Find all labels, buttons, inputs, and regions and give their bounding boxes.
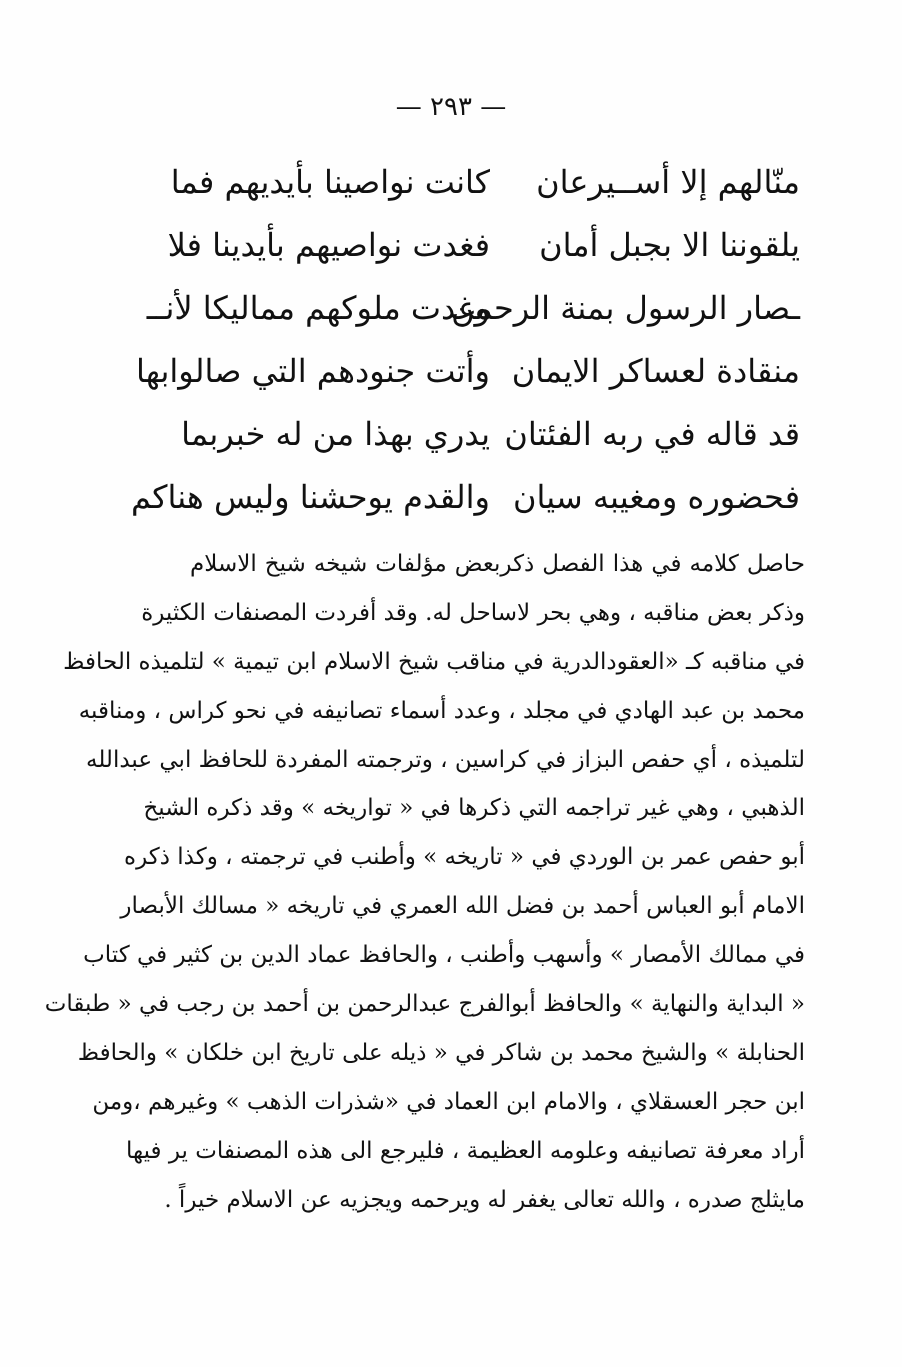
verse-first-hemistich: وغدت ملوكهم مماليكا لأنــ <box>146 288 490 327</box>
prose-line: « البداية والنهاية » والحافظ أبوالفرج عبدالرحمن بن أحمد بن رجب في « طبقات <box>44 991 805 1018</box>
verse-second-hemistich: منقادة لعساكر الايمان <box>511 351 800 390</box>
prose-line: في ممالك الأمصار » وأسهب وأطنب ، والحافظ عماد الدين بن كثير في كتاب <box>83 942 805 969</box>
poem-verse <box>170 150 800 213</box>
verse-first-hemistich: يدري بهذا من له خبربما <box>181 414 490 453</box>
poem-verse <box>146 276 800 339</box>
verse-second-hemistich: منّالهم إلا أســيرعان <box>536 162 800 201</box>
verse-second-hemistich: قد قاله في ربه الفئتان <box>504 414 800 453</box>
verse-second-hemistich: ـصار الرسول بمنة الرحمن <box>451 288 800 327</box>
verse-first-hemistich: والقدم يوحشنا وليس هناكم <box>130 477 490 516</box>
prose-line: الذهبي ، وهي غير تراجمه التي ذكرها في « تواريخه » وقد ذكره الشيخ <box>143 795 805 822</box>
verse-first-hemistich: كانت نواصينا بأيديهم فما <box>170 162 490 201</box>
verse-second-hemistich: يلقوننا الا بجبل أمان <box>539 225 800 264</box>
verse-second-hemistich: فحضوره ومغيبه سيان <box>512 477 800 516</box>
poem-block <box>130 150 800 528</box>
commentary-paragraph <box>44 540 805 1224</box>
prose-line: أراد معرفة تصانيفه وعلومه العظيمة ، فليرجع الى هذه المصنفات ير فيها <box>125 1137 805 1164</box>
prose-line: الامام أبو العباس أحمد بن فضل الله العمري في تاريخه « مسالك الأبصار <box>120 893 805 920</box>
prose-line: أبو حفص عمر بن الوردي في « تاريخه » وأطنب في ترجمته ، وكذا ذكره <box>124 844 805 871</box>
poem-verse <box>135 339 800 402</box>
page-number: — ٢٩٣ — <box>395 92 507 122</box>
prose-line: حاصل كلامه في هذا الفصل ذكربعض مؤلفات شيخه شيخ الاسلام <box>190 551 805 577</box>
prose-line: مايثلج صدره ، والله تعالى يغفر له ويرحمه ويجزيه عن الاسلام خيراً . <box>164 1186 805 1213</box>
verse-first-hemistich: فغدت نواصيهم بأيدينا فلا <box>167 225 490 264</box>
poem-verse <box>130 465 800 528</box>
prose-line: لتلميذه ، أي حفص البزاز في كراسين ، وترجمته المفردة للحافظ ابي عبدالله <box>85 746 805 773</box>
prose-line: في مناقبه كـ «العقودالدرية في مناقب شيخ الاسلام ابن تيمية » لتلميذه الحافظ <box>63 648 805 675</box>
prose-line: وذكر بعض مناقبه ، وهي بحر لاساحل له. وقد أفردت المصنفات الكثيرة <box>141 599 805 626</box>
prose-line: ابن حجر العسقلاي ، والامام ابن العماد في «شذرات الذهب » وغيرهم ،ومن <box>92 1088 805 1115</box>
poem-verse <box>181 402 800 465</box>
prose-line: محمد بن عبد الهادي في مجلد ، وعدد أسماء تصانيفه في نحو كراس ، ومناقبه <box>78 697 805 724</box>
verse-first-hemistich: وأتت جنودهم التي صالوابها <box>135 351 490 390</box>
prose-line: الحنابلة » والشيخ محمد بن شاكر في « ذيله على تاريخ ابن خلكان » والحافظ <box>77 1039 805 1066</box>
poem-verse <box>167 213 800 276</box>
